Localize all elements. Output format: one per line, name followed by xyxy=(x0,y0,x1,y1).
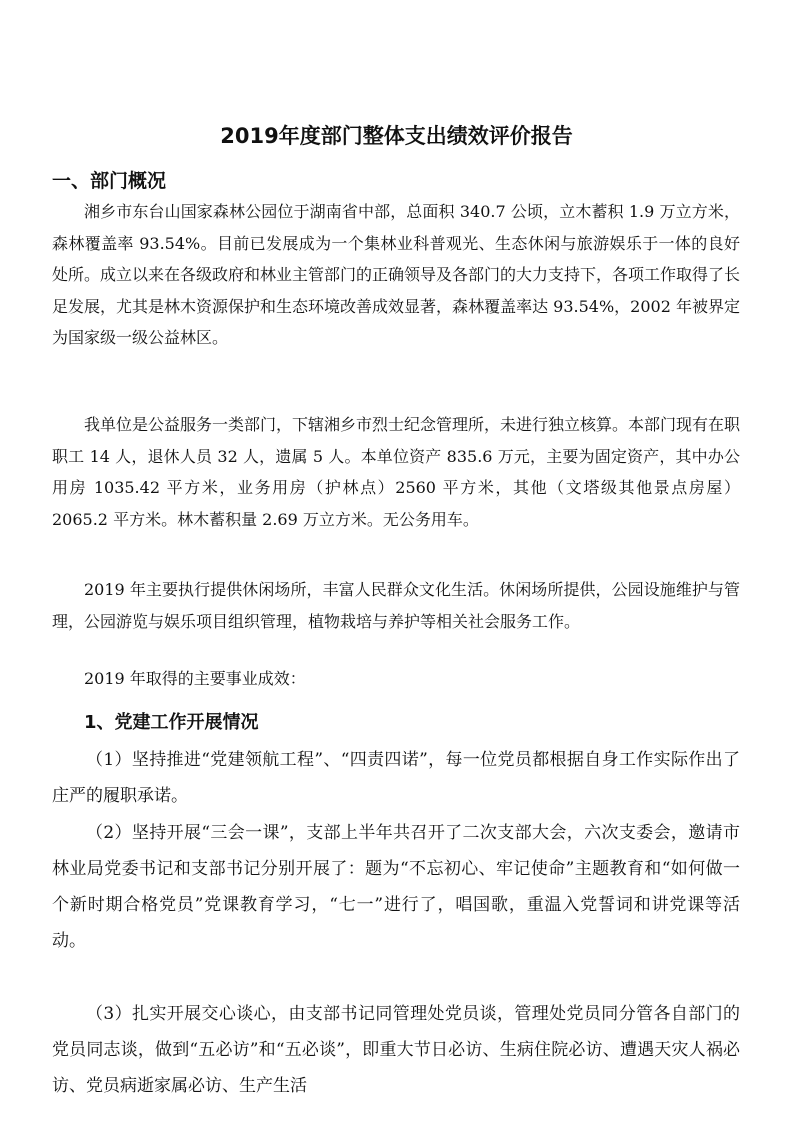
paragraph-unit-info: 我单位是公益服务一类部门，下辖湘乡市烈士纪念管理所，未进行独立核算。本部门现有在职职工 14 人，退休人员 32 人，遗属 5 人。本单位资产 835.6 万元，主要为固定资产，其中办公用房 1035.42 平方米，业务用房（护林点）2560 平方米，其他（文塔级其他景点房屋）2065.2 平方米。林木蓄积量 2.69 万立方米。无公务用车。 xyxy=(52,415,741,529)
paragraph-achievements-intro: 2019 年取得的主要事业成效： xyxy=(84,669,306,688)
paragraph-main-work: 2019 年主要执行提供休闲场所，丰富人民群众文化生活。休闲场所提供，公园设施维护与管理，公园游览与娱乐项目组织管理，植物栽培与养护等相关社会服务工作。 xyxy=(52,580,740,631)
list-item: （3）扎实开展交心谈心，由支部书记同管理处党员谈，管理处党员同分管各自部门的党员同志谈，做到“五必访”和“五必谈”，即重大节日必访、生病住院必访、遭遇天灾人祸必访、党员病逝家属必访、生产生活 xyxy=(52,1004,740,1096)
list-item: （1）坚持推进“党建领航工程”、“四责四诺”，每一位党员都根据自身工作实际作出了庄严的履职承诺。 xyxy=(52,750,740,806)
section-heading-overview: 一、部门概况 xyxy=(52,170,167,192)
list-item: （2）坚持开展“三会一课”，支部上半年共召开了二次支部大会，六次支委会，邀请市林业局党委书记和支部书记分别开展了：题为“不忘初心、牢记使命”主题教育和“如何做一个新时期合格党员”党课教育学习，“七一”进行了，唱国歌，重温入党誓词和讲党课等活动。 xyxy=(52,823,740,951)
document-title: 2019年度部门整体支出绩效评价报告 xyxy=(220,124,573,148)
paragraph-overview: 湘乡市东台山国家森林公园位于湖南省中部，总面积 340.7 公顷，立木蓄积 1.9 万立方米，森林覆盖率 93.54%。目前已发展成为一个集林业科普观光、生态休闲与旅游娱乐于一体的良好处所。成立以来在各级政府和林业主管部门的正确领导及各部门的大力支持下，各项工作取得了长足发展，尤其是林木资源保护和生态环境改善成效显著，森林覆盖率达 93.54%，2002 年被界定为国家级一级公益林区。 xyxy=(52,202,741,347)
subheading-party-building: 1、党建工作开展情况 xyxy=(84,712,259,733)
